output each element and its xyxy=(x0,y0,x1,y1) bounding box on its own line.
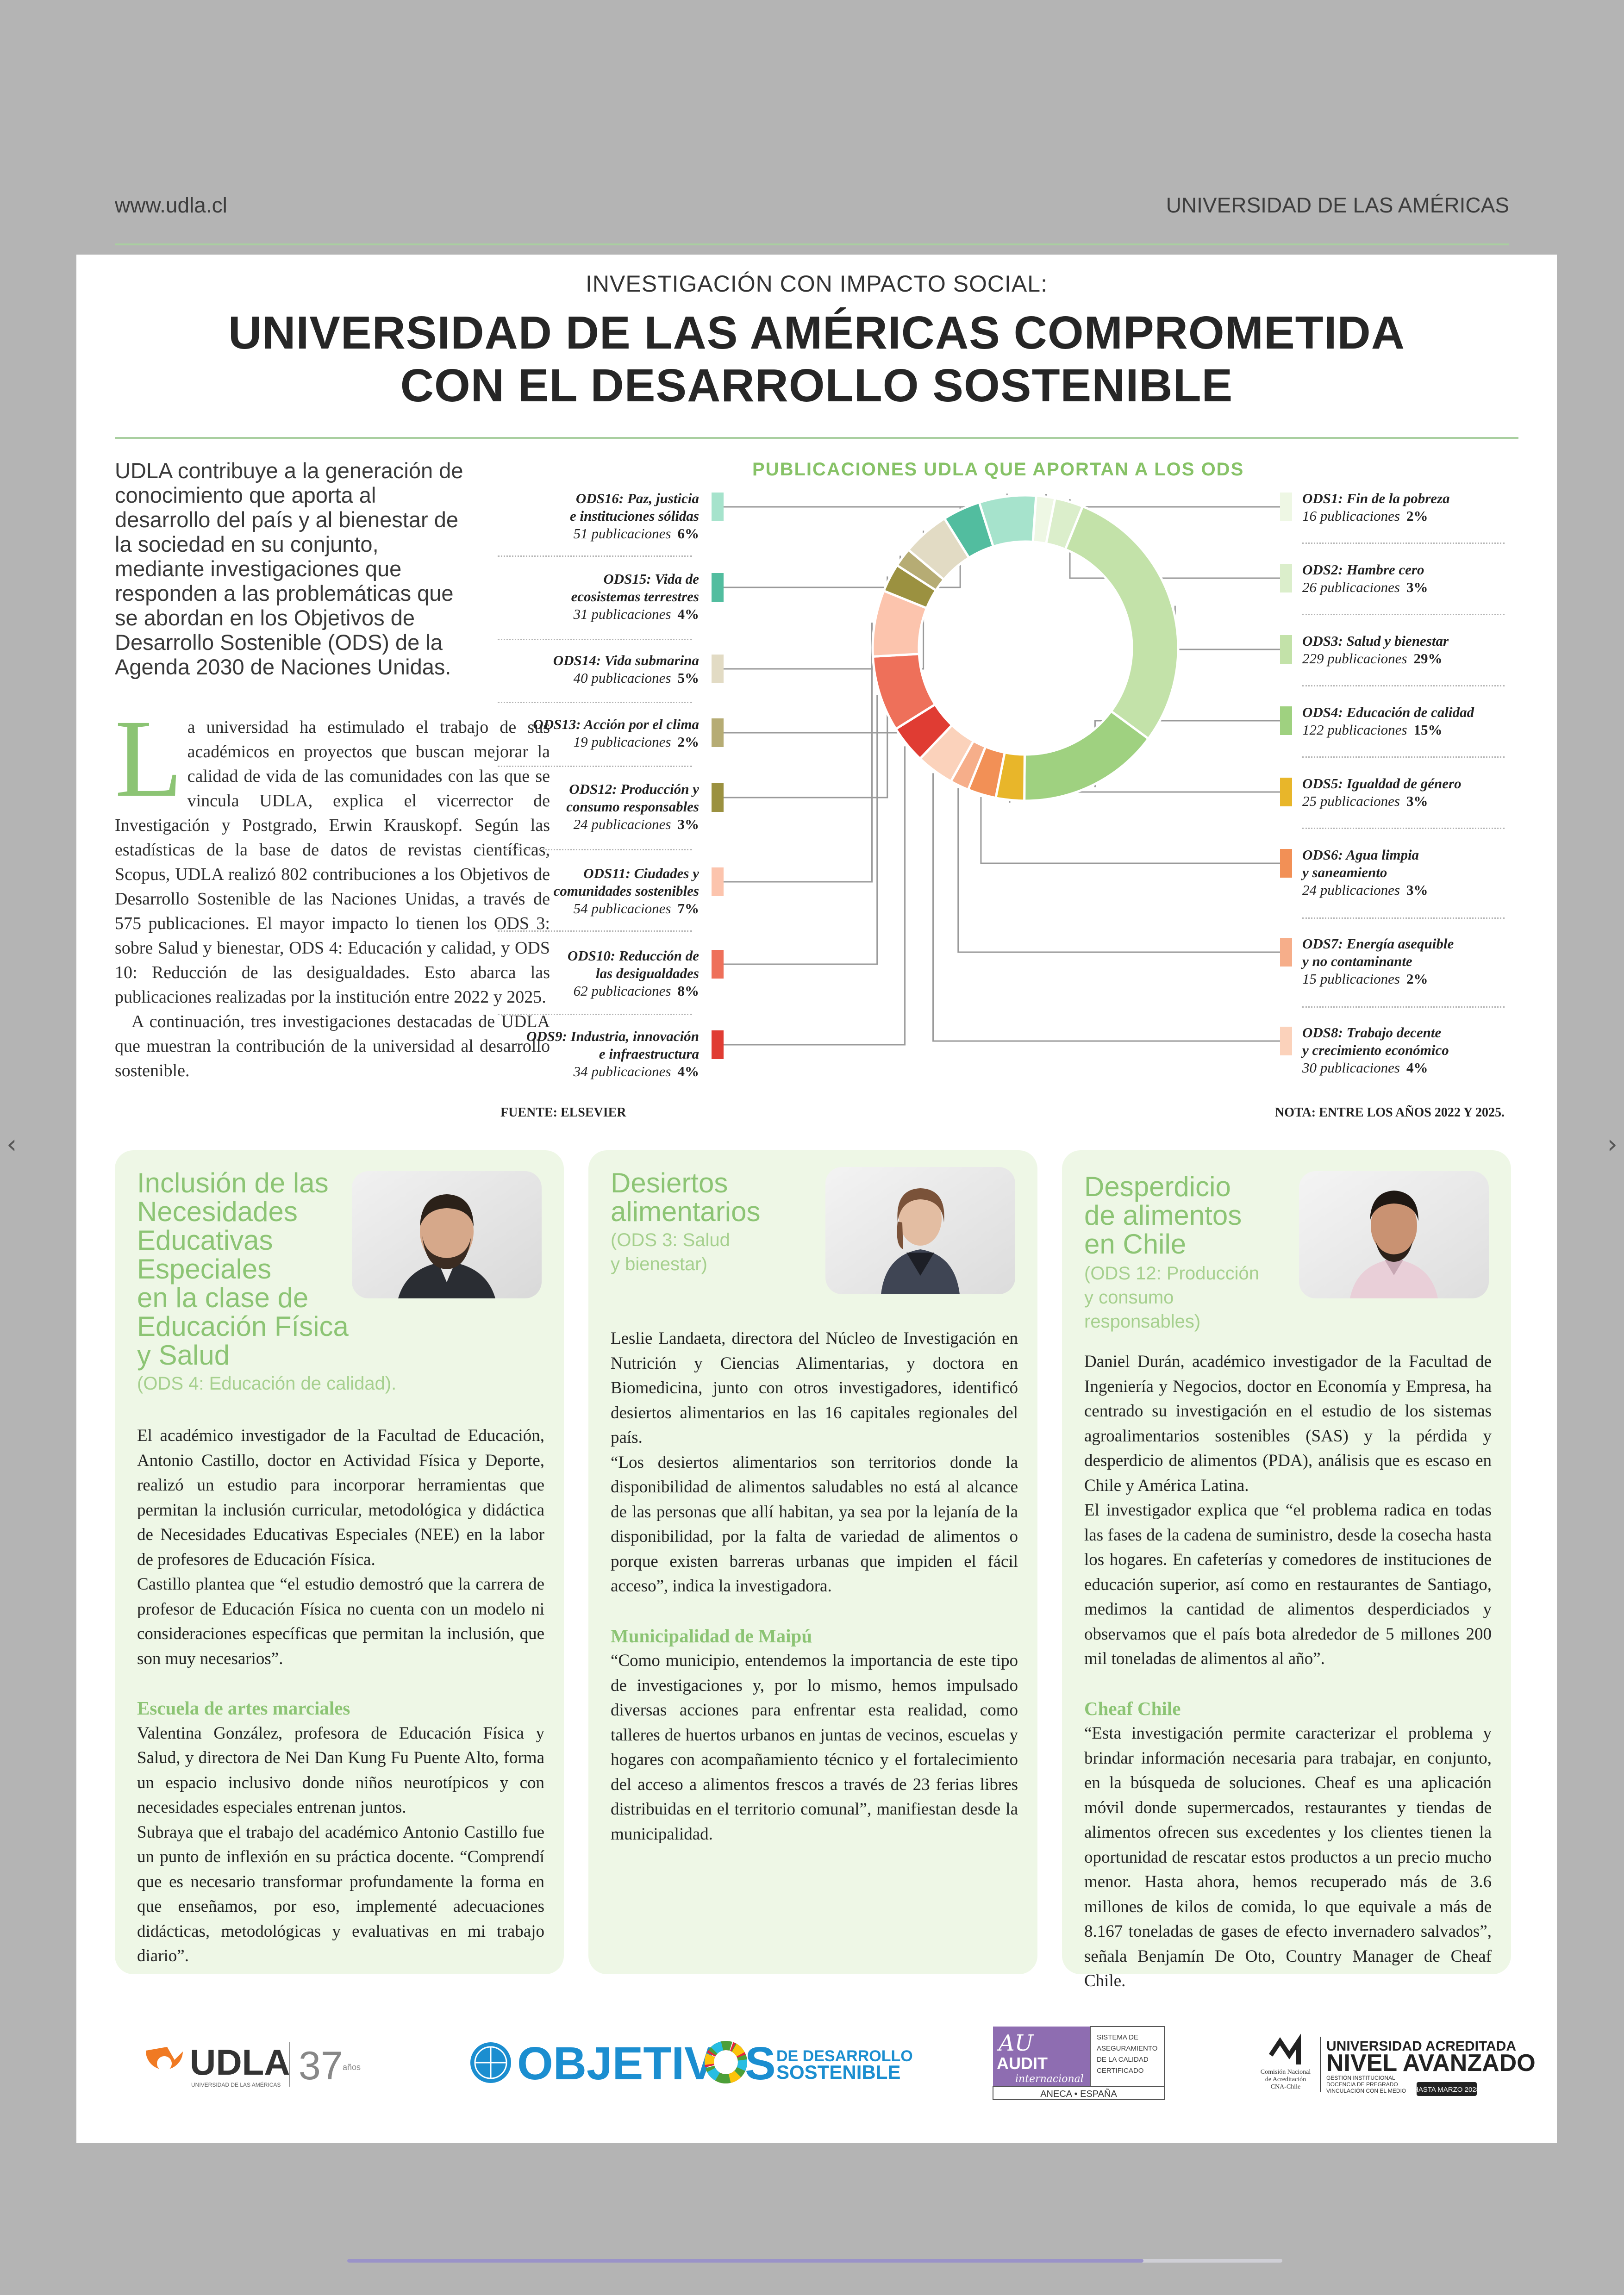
portrait-photo-daniel-duran xyxy=(1299,1171,1489,1298)
card-subtitle xyxy=(137,1372,396,1396)
legend-swatch-ods16 xyxy=(712,493,724,521)
legend-percent: 3% xyxy=(1406,793,1428,809)
leader-line-ods16 xyxy=(724,493,1007,507)
legend-swatch-ods7 xyxy=(1280,938,1292,967)
legend-item-ods12 xyxy=(566,780,699,833)
legend-name: ODS5: Igualdad de género xyxy=(1302,775,1462,792)
legend-name: ODS15: Vida de xyxy=(603,571,699,587)
legend-percent: 8% xyxy=(677,983,699,999)
legend-name: ODS4: Educación de calidad xyxy=(1302,704,1474,720)
legend-name: ODS1: Fin de la pobreza xyxy=(1302,490,1450,506)
leader-line-ods7 xyxy=(958,788,1280,952)
story-card-food-deserts xyxy=(588,1150,1037,1974)
legend-item-ods16 xyxy=(570,490,699,543)
card-paragraph: Subraya que el trabajo del académico Antonio Castillo fue un punto de inflexión en su práctica docente. “Comprendí que es necesario transformar profundamente la forma en que enseñamos, por eso, implementé adecuaciones didácticas, metodológicas y evaluativas en mi trabajo diario”. xyxy=(137,1822,544,1965)
card-paragraph: “Como municipio, entendemos la importancia de este tipo de investigaciones y, por lo mismo, hemos impulsado diversas acciones para enfrentar esta realidad, como talleres de huertos urbanos en juntas de vecinos, escuelas y hogares con acompañamiento técnico y el fortalecimiento del acceso a alimentos frescos a través de 23 ferias libres distribuidas en el territorio comunal”, manifiestan desde la municipalidad. xyxy=(611,1651,1018,1844)
legend-name: e infraestructura xyxy=(599,1046,699,1062)
legend-percent: 4% xyxy=(1406,1060,1428,1076)
card-paragraph: Valentina González, profesora de Educación Física y Salud, y directora de Nei Dan Kung Fu Puente Alto, forma un espacio inclusivo donde niños neurotípicos y con necesidades especiales entrenan juntos. xyxy=(137,1723,544,1817)
legend-count: 24 publicaciones xyxy=(573,816,671,832)
leader-line-ods10 xyxy=(724,695,877,964)
donut-slice-ods3 xyxy=(1065,506,1178,739)
legend-percent: 29% xyxy=(1413,650,1443,667)
card-title-line: y Salud xyxy=(137,1340,230,1371)
sdg-wordmark-b: S xyxy=(745,2038,776,2089)
card-subheading: Cheaf Chile xyxy=(1084,1697,1181,1719)
lead-paragraph-1: a universidad ha estimulado el trabajo de sus académicos en proyectos que buscan mejorar la calidad de vida de las comunidades con las que se vincula UDLA, explica el vicerrector de Investigación y Postgrado, Erwin Krauskopf. Según las estadísticas de la base de datos de revistas científicas, Scopus, UDLA realizó 802 contribuciones a los Objetivos de Desarrollo Sostenible de las Naciones Unidas, a través de 575 publicaciones. El mayor impacto lo tienen los ODS 3: sobre Salud y bienestar, ODS 4: Educación y calidad, y ODS 10: Reducción de las desigualdades. Esto abarca las publicaciones realizadas por la institución entre 2022 y 2025. xyxy=(115,717,550,1007)
legend-count: 34 publicaciones xyxy=(573,1063,671,1079)
legend-count: 229 publicaciones xyxy=(1302,650,1407,667)
chart-title: PUBLICACIONES UDLA QUE APORTAN A LOS ODS xyxy=(752,459,1244,480)
legend-count: 16 publicaciones xyxy=(1302,508,1400,524)
legend-count: 15 publicaciones xyxy=(1302,971,1400,987)
legend-count: 40 publicaciones xyxy=(573,670,671,686)
udla-tagline: UNIVERSIDAD DE LAS AMÉRICAS xyxy=(191,2082,281,2088)
legend-item-ods3 xyxy=(1302,632,1449,667)
card-title-line: en Chile xyxy=(1084,1229,1187,1260)
card-body xyxy=(1084,1349,1492,1994)
footer-logos xyxy=(76,2023,1557,2102)
card-title-line: Desperdicio xyxy=(1084,1171,1231,1202)
leader-line-ods8 xyxy=(933,773,1280,1041)
card-paragraph: El investigador explica que “el problema radica en todas las fases de la cadena de suministro, desde la cosecha hasta los hogares. En cafeterías y comedores de instituciones de educación superior, así como en restaurantes de Santiago, medimos la cantidad de alimentos desperdiciados y observamos que el país bota alrededor de 5 millones 200 mil toneladas de alimentos al año”. xyxy=(1084,1501,1492,1668)
card-subtitle xyxy=(611,1228,730,1276)
legend-name: ODS11: Ciudades y xyxy=(583,865,699,881)
legend-separator xyxy=(498,930,692,932)
legend-count: 31 publicaciones xyxy=(573,606,671,622)
anniversary-suffix: años xyxy=(343,2063,361,2072)
article-page xyxy=(76,255,1557,2143)
legend-swatch-ods6 xyxy=(1280,849,1292,878)
ods-donut-chart xyxy=(76,255,1557,1134)
legend-swatch-ods8 xyxy=(1280,1027,1292,1055)
card-paragraph: “Los desiertos alimentarios son territorios donde la disponibilidad de alimentos saludables no está al alcance de las personas que allí habitan, ya sea por la lejanía de la disponibilidad, por la falta de variedad de alimentos o porque existen barreras urbanas que impiden el fácil acceso”, indica la investigadora. xyxy=(611,1453,1018,1596)
portrait-photo-antonio-castillo xyxy=(352,1171,542,1298)
card-title xyxy=(1084,1172,1302,1259)
legend-count: 19 publicaciones xyxy=(573,734,671,750)
card-paragraph: El académico investigador de la Facultad de Educación, Antonio Castillo, doctor en Actividad Física y Deporte, realizó un estudio para incorporar herramientas que permitan la inclusión curricular, metodológica y didáctica de Necesidades Educativas Especiales (NEE) en la labor de profesores de Educación Física. xyxy=(137,1426,544,1569)
legend-swatch-ods13 xyxy=(712,718,724,747)
legend-count: 51 publicaciones xyxy=(573,525,671,542)
legend-item-ods1 xyxy=(1302,490,1450,525)
legend-separator xyxy=(1302,1006,1505,1008)
accreditation-area-1: GESTIÓN INSTITUCIONAL xyxy=(1326,2075,1395,2081)
legend-separator xyxy=(1302,543,1505,544)
legend-separator xyxy=(1302,614,1505,615)
card-title-line: de alimentos xyxy=(1084,1200,1242,1231)
legend-swatch-ods15 xyxy=(712,573,724,602)
kicker: INVESTIGACIÓN CON IMPACTO SOCIAL: xyxy=(586,271,1048,297)
legend-swatch-ods5 xyxy=(1280,778,1292,806)
sdg-side-line-2: SOSTENIBLE xyxy=(776,2061,901,2083)
legend-name: e instituciones sólidas xyxy=(569,508,699,524)
drop-cap: L xyxy=(115,697,183,820)
footer-logo-strip xyxy=(76,2023,1557,2102)
audit-text-2: ASEGURAMIENTO xyxy=(1097,2045,1158,2052)
legend-item-ods4 xyxy=(1302,704,1474,739)
next-page-chevron-right-icon[interactable]: › xyxy=(1607,1129,1618,1160)
card-title-line: en la clase de xyxy=(137,1282,309,1313)
card-subheading: Escuela de artes marciales xyxy=(137,1697,350,1719)
legend-percent: 2% xyxy=(1406,508,1428,524)
legend-percent: 6% xyxy=(677,525,699,542)
udla-logo xyxy=(146,2042,361,2088)
legend-name: y saneamiento xyxy=(1302,864,1387,880)
story-card-food-waste xyxy=(1062,1150,1511,1990)
card-subtitle-line: (ODS 4: Educación de calidad). xyxy=(137,1373,397,1394)
card-title xyxy=(611,1169,828,1226)
legend-percent: 2% xyxy=(677,734,699,750)
card-body xyxy=(137,1423,544,1969)
legend-name: ODS3: Salud y bienestar xyxy=(1302,633,1449,649)
legend-count: 26 publicaciones xyxy=(1302,579,1400,595)
audit-script: internacional xyxy=(1015,2073,1084,2085)
legend-separator xyxy=(1302,828,1505,829)
legend-percent: 3% xyxy=(1406,579,1428,595)
legend-count: 24 publicaciones xyxy=(1302,882,1400,898)
legend-percent: 3% xyxy=(677,816,699,832)
card-subtitle-line: (ODS 12: Producción xyxy=(1084,1263,1259,1284)
legend-separator xyxy=(1302,685,1505,686)
story-card-inclusion xyxy=(115,1150,564,1974)
audit-text-3: DE LA CALIDAD xyxy=(1097,2056,1149,2064)
leader-line-ods12 xyxy=(724,576,887,798)
legend-name: ODS14: Vida submarina xyxy=(553,652,699,668)
website-url: www.udla.cl xyxy=(115,193,227,217)
card-title-line: Educativas xyxy=(137,1225,273,1256)
accreditation-line-1: UNIVERSIDAD ACREDITADA xyxy=(1326,2039,1517,2054)
card-title-line: alimentarios xyxy=(611,1196,761,1227)
legend-swatch-ods4 xyxy=(1280,706,1292,735)
legend-item-ods7 xyxy=(1302,935,1454,988)
legend-separator xyxy=(498,702,692,703)
lead-paragraph-2: A continuación, tres investigaciones destacadas de UDLA que muestran la contribución de la universidad al desarrollo sostenible. xyxy=(115,1012,550,1080)
legend-item-ods6 xyxy=(1302,846,1428,899)
legend-name: y crecimiento económico xyxy=(1302,1042,1449,1058)
legend-item-ods2 xyxy=(1302,561,1428,596)
chart-source: FUENTE: ELSEVIER xyxy=(500,1105,626,1120)
legend-item-ods5 xyxy=(1302,775,1462,810)
legend-item-ods14 xyxy=(553,652,699,687)
legend-name: ODS7: Energía asequible xyxy=(1302,935,1454,952)
sdg-wordmark-a: OBJETIV xyxy=(517,2038,715,2089)
svg-text:AU: AU xyxy=(999,2030,1034,2056)
accreditation-seal xyxy=(1261,2037,1536,2096)
legend-count: 25 publicaciones xyxy=(1302,793,1400,809)
previous-page-chevron-left-icon[interactable]: ‹ xyxy=(6,1129,17,1160)
legend-swatch-ods1 xyxy=(1280,493,1292,521)
legend-name: ODS2: Hambre cero xyxy=(1302,561,1424,578)
card-subheading: Municipalidad de Maipú xyxy=(611,1625,812,1646)
leader-line-ods6 xyxy=(981,797,1280,863)
card-title-line: Desiertos xyxy=(611,1167,728,1198)
accreditation-badge: HASTA MARZO 2028 xyxy=(1413,2086,1480,2094)
legend-swatch-ods9 xyxy=(712,1030,724,1059)
headline-line-2: CON EL DESARROLLO SOSTENIBLE xyxy=(400,360,1233,412)
audit-bottom: ANECA • ESPAÑA xyxy=(1040,2089,1117,2099)
legend-swatch-ods12 xyxy=(712,783,724,812)
legend-name: ODS10: Reducción de xyxy=(567,948,699,964)
card-subtitle-line: (ODS 3: Salud xyxy=(611,1230,730,1250)
legend-separator xyxy=(498,1014,692,1015)
audit-text-1: SISTEMA DE xyxy=(1097,2033,1139,2041)
legend-item-ods8 xyxy=(1302,1024,1449,1077)
legend-percent: 4% xyxy=(677,1063,699,1079)
legend-name: ODS16: Paz, justicia xyxy=(575,490,699,506)
legend-separator xyxy=(498,639,692,640)
sdg-logo xyxy=(470,2038,913,2089)
accreditation-area-2: DOCENCIA DE PREGRADO xyxy=(1326,2081,1398,2088)
sdg-side-line-1: DE DESARROLLO xyxy=(776,2047,913,2065)
legend-count: 54 publicaciones xyxy=(573,900,671,917)
legend-separator xyxy=(1302,917,1505,919)
legend-item-ods13 xyxy=(533,716,699,751)
card-subtitle-line: responsables) xyxy=(1084,1311,1201,1332)
legend-name: ODS13: Acción por el clima xyxy=(533,716,699,732)
legend-name: comunidades sostenibles xyxy=(553,883,699,899)
card-title xyxy=(137,1169,378,1370)
card-paragraph: Castillo plantea que “el estudio demostró que la carrera de profesor de Educación Física no cuenta con un modelo ni consideraciones específicas que permitan la inclusión, que son muy necesarios”. xyxy=(137,1575,544,1668)
legend-swatch-ods2 xyxy=(1280,564,1292,592)
legend-percent: 4% xyxy=(677,606,699,622)
legend-item-ods9 xyxy=(526,1028,699,1080)
legend-item-ods15 xyxy=(571,570,699,623)
card-title-line: Educación Física xyxy=(137,1311,349,1342)
card-paragraph: Daniel Durán, académico investigador de la Facultad de Ingeniería y Negocios, doctor en Economía y Empresa, ha centrado su investigación en el estudio de los sistemas agroalimentarios sostenibles (SAS) y la pérdida y desperdicio de alimentos (PDA), análisis que es escaso en Chile y América Latina. xyxy=(1084,1352,1492,1495)
legend-name: consumo responsables xyxy=(566,798,699,815)
legend-name: las desigualdades xyxy=(595,965,699,981)
cna-small-2: de Acreditación xyxy=(1265,2076,1306,2083)
intro-paragraph: UDLA contribuye a la generación de conocimiento que aporta al desarrollo del país y al bienestar de la sociedad en su conjunto, mediante investigaciones que responden a las problemáticas que se abordan en los Objetivos de Desarrollo Sostenible (ODS) de la Agenda 2030 de Naciones Unidas. xyxy=(115,458,463,679)
anniversary-number: 37 xyxy=(299,2044,343,2088)
card-paragraph: “Esta investigación permite caracterizar el problema y brindar información necesaria para trabajar, en conjunto, en la búsqueda de soluciones. Cheaf es una aplicación móvil donde supermercados, restaurantes y tiendas de alimentos ofrecen sus excedentes y los clientes tienen la oportunidad de rescatar estos productos a un precio mucho menor. Hasta ahora, hemos recuperado más de 3.6 millones de kilos de comida, lo que equivale a más de 8.167 toneladas de gases de efecto invernadero salvados”, señala Benjamín De Oto, Country Manager de Cheaf Chile. xyxy=(1084,1724,1492,1990)
legend-name: ecosistemas terrestres xyxy=(571,588,699,605)
legend-item-ods10 xyxy=(568,947,699,1000)
card-title-line: Inclusión de las xyxy=(137,1167,329,1198)
card-paragraph: Leslie Landaeta, directora del Núcleo de Investigación en Nutrición y Ciencias Alimentarias, y doctora en Biomedicina, junto con otros investigadores, identificó desiertos alimentarios en las 16 capitales regionales del país. xyxy=(611,1329,1018,1447)
headline-line-1: UNIVERSIDAD DE LAS AMÉRICAS COMPROMETIDA xyxy=(228,307,1405,359)
accreditation-area-3: VINCULACIÓN CON EL MEDIO xyxy=(1326,2088,1406,2094)
audit-main: AUDIT xyxy=(997,2054,1048,2073)
card-body xyxy=(611,1326,1018,1846)
legend-name: ODS9: Industria, innovación xyxy=(526,1028,699,1044)
card-subtitle xyxy=(1084,1261,1259,1334)
leader-line-ods11 xyxy=(724,623,872,882)
audit-text-4: CERTIFICADO xyxy=(1097,2067,1144,2075)
page-scrollbar[interactable] xyxy=(347,2259,1282,2263)
legend-percent: 3% xyxy=(1406,882,1428,898)
leader-line-ods3 xyxy=(1175,606,1280,649)
portrait-photo-leslie-landaeta xyxy=(825,1167,1015,1294)
legend-name: ODS8: Trabajo decente xyxy=(1302,1024,1442,1041)
university-name: UNIVERSIDAD DE LAS AMÉRICAS xyxy=(1166,193,1509,217)
accreditation-line-2: NIVEL AVANZADO xyxy=(1326,2050,1536,2077)
legend-separator xyxy=(498,555,692,557)
legend-separator xyxy=(1302,756,1505,758)
card-title-line: Necesidades xyxy=(137,1196,298,1227)
legend-swatch-ods11 xyxy=(712,867,724,896)
donut-slice-ods4 xyxy=(1024,711,1149,801)
scrollbar-thumb[interactable] xyxy=(347,2259,1143,2263)
card-subtitle-line: y consumo xyxy=(1084,1287,1174,1308)
audit-seal xyxy=(993,2027,1164,2100)
legend-swatch-ods3 xyxy=(1280,635,1292,664)
legend-swatch-ods14 xyxy=(712,655,724,683)
legend-count: 122 publicaciones xyxy=(1302,722,1407,738)
legend-item-ods11 xyxy=(554,865,699,917)
legend-percent: 7% xyxy=(677,900,699,917)
legend-name: ODS6: Agua limpia xyxy=(1302,847,1419,863)
legend-separator xyxy=(498,766,692,767)
legend-name: ODS12: Producción y xyxy=(569,781,699,797)
legend-separator xyxy=(498,849,692,850)
legend-swatch-ods10 xyxy=(712,950,724,979)
legend-count: 30 publicaciones xyxy=(1302,1060,1400,1076)
legend-percent: 15% xyxy=(1413,722,1443,738)
legend-count: 62 publicaciones xyxy=(573,983,671,999)
card-subtitle-line: y bienestar) xyxy=(611,1254,707,1274)
legend-percent: 5% xyxy=(677,670,699,686)
cna-small-1: Comisión Nacional xyxy=(1260,2069,1311,2076)
cna-small-3: CNA-Chile xyxy=(1270,2083,1301,2090)
legend-percent: 2% xyxy=(1406,971,1428,987)
card-title-line: Especiales xyxy=(137,1254,272,1285)
udla-wordmark: UDLA xyxy=(190,2042,290,2083)
chart-note: NOTA: ENTRE LOS AÑOS 2022 Y 2025. xyxy=(1274,1105,1505,1120)
legend-name: y no contaminante xyxy=(1302,953,1412,969)
newspaper-header xyxy=(115,193,1509,245)
